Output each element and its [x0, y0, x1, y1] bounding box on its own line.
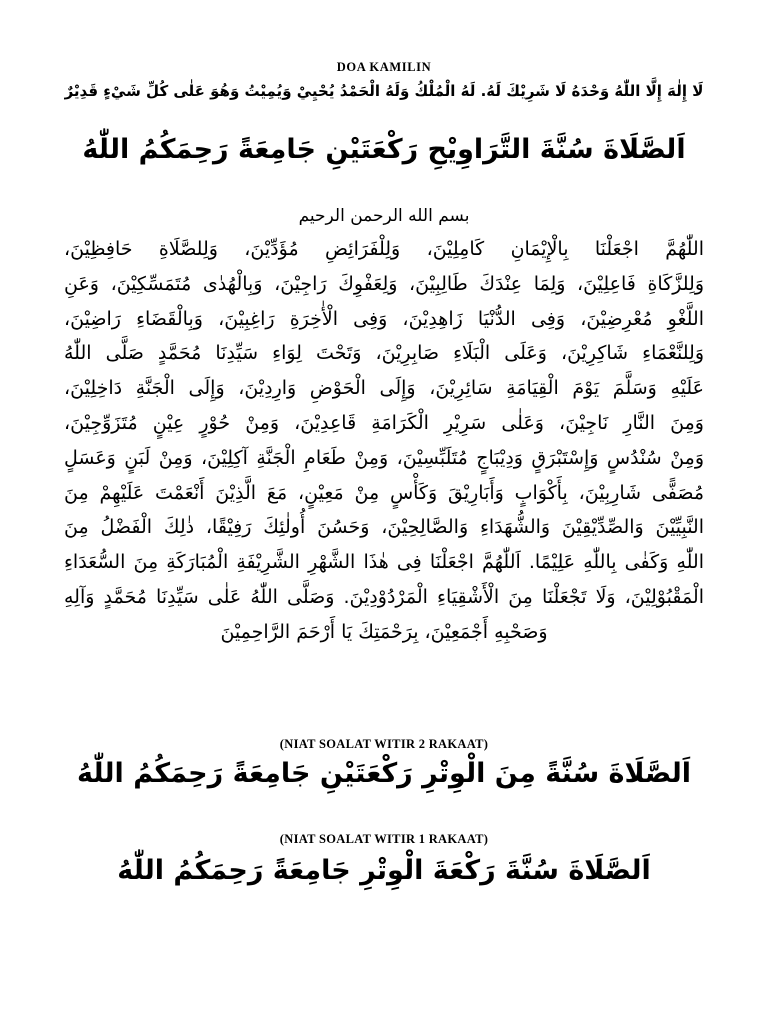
witir-1-rakaat-label: (NIAT SOALAT WITIR 1 RAKAAT) — [279, 832, 489, 846]
witir-2-rakaat-call: اَلصَّلَاةَ سُنَّةً مِنَ الْوِتْرِ رَكْعَتَيْنِ جَامِعَةً رَحِمَكُمُ اللّٰهُ — [77, 758, 691, 789]
tahlil-line: لَا إِلٰهَ إِلَّا اللّٰهُ وَحْدَهُ لَا شَرِيْكَ لَهُ. لَهُ الْمُلْكُ وَلَهُ الْحَمْدُ يُحْيِيْ وَيُمِيْتُ وَهُوَ عَلٰى كُلِّ شَيْءٍ قَدِيْرٌ — [64, 82, 704, 100]
witir-2-rakaat-label: (NIAT SOALAT WITIR 2 RAKAAT) — [279, 737, 489, 751]
doa-line: وَمِنَ النَّارِ نَاجِيْنَ، وَعَلٰى سَرِيْرِ الْكَرَامَةِ قَاعِدِيْنَ، وَمِنْ حُوْرٍ عِيْنٍ مُتَزَوِّجِيْنَ، — [64, 411, 704, 434]
doa-line: النَّبِيِّيْنَ وَالصِّدِّيْقِيْنَ وَالشُّهَدَاءِ وَالصَّالِحِيْنَ، وَحَسُنَ أُولٰئِكَ رَفِيْقًا، ذٰلِكَ الْفَضْلُ مِنَ — [64, 516, 704, 539]
doa-line: وَصَحْبِهِ أَجْمَعِيْنَ، بِرَحْمَتِكَ يَا أَرْحَمَ الرَّاحِمِيْنَ — [220, 620, 548, 643]
doa-line: اللّٰهُمَّ اجْعَلْنَا بِالْإِيْمَانِ كَامِلِيْنَ، وَلِلْفَرَائِضِ مُؤَدِّيْنَ، وَلِلصَّلَاةِ حَافِظِيْنَ، — [64, 238, 704, 260]
doa-line: مُصَفًّى شَارِبِيْنَ، بِأَكْوَابٍ وَأَبَارِيْقَ وَكَأْسٍ مِنْ مَعِيْنٍ، مَعَ الَّذِيْنَ أَنْعَمْتَ عَلَيْهِمْ مِنَ — [64, 481, 704, 504]
doa-line: اللّٰهِ وَكَفٰى بِاللّٰهِ عَلِيْمًا. اَللّٰهُمَّ اجْعَلْنَا فِى هٰذَا الشَّهْرِ الشَّرِيْفَةِ الْمُبَارَكَةِ مِنَ السُّعَدَاءِ — [64, 551, 704, 574]
doa-line: عَلَيْهِ وَسَلَّمَ يَوْمَ الْقِيَامَةِ سَائِرِيْنَ، وَإِلَى الْحَوْضِ وَارِدِيْنَ، وَإِلَى الْجَنَّةِ دَاخِلِيْنَ، — [64, 377, 704, 400]
doa-line: الْمَقْبُوْلِيْنَ، وَلَا تَجْعَلْنَا مِنَ الْأَشْقِيَاءِ الْمَرْدُوْدِيْنَ. وَصَلَّى اللّٰهُ عَلٰى سَيِّدِنَا مُحَمَّدٍ وَآلِهِ — [64, 585, 704, 608]
doa-line: وَلِلنَّعْمَاءِ شَاكِرِيْنَ، وَعَلَى الْبَلَاءِ صَابِرِيْنَ، وَتَحْتَ لِوَاءِ سَيِّدِنَا مُحَمَّدٍ صَلَّى اللّٰهُ — [64, 342, 704, 365]
doa-line: وَمِنْ سُنْدُسٍ وَإِسْتَبْرَقٍ وَدِيْبَاجٍ مُتَلَبِّسِيْنَ، وَمِنْ طَعَامِ الْجَنَّةِ آكِلِيْنَ، وَمِنْ لَبَنٍ وَعَسَلٍ — [64, 446, 704, 469]
doa-line: وَلِلزَّكَاةِ فَاعِلِيْنَ، وَلِمَا عِنْدَكَ طَالِبِيْنَ، وَلِعَفْوِكَ رَاجِيْنَ، وَبِالْهُدٰى مُتَمَسِّكِيْنَ، وَعَنِ — [64, 272, 704, 295]
document-title: DOA KAMILIN — [336, 60, 432, 74]
doa-line: اللَّغْوِ مُعْرِضِيْنَ، وَفِى الدُّنْيَا زَاهِدِيْنَ، وَفِى الْأٰخِرَةِ رَاغِبِيْنَ، وَبِالْقَضَاءِ رَاضِيْنَ، — [64, 307, 704, 330]
basmala: بسم الله الرحمن الرحيم — [298, 206, 470, 226]
doa-kamilin-text — [64, 232, 704, 650]
tarawih-call-heading: اَلصَّلَاةَ سُنَّةَ التَّرَاوِيْحِ رَكْعَتَيْنِ جَامِعَةً رَحِمَكُمُ اللّٰهُ — [82, 134, 686, 165]
witir-1-rakaat-call: اَلصَّلَاةَ سُنَّةَ رَكْعَةَ الْوِتْرِ جَامِعَةً رَحِمَكُمُ اللّٰهُ — [117, 855, 651, 886]
